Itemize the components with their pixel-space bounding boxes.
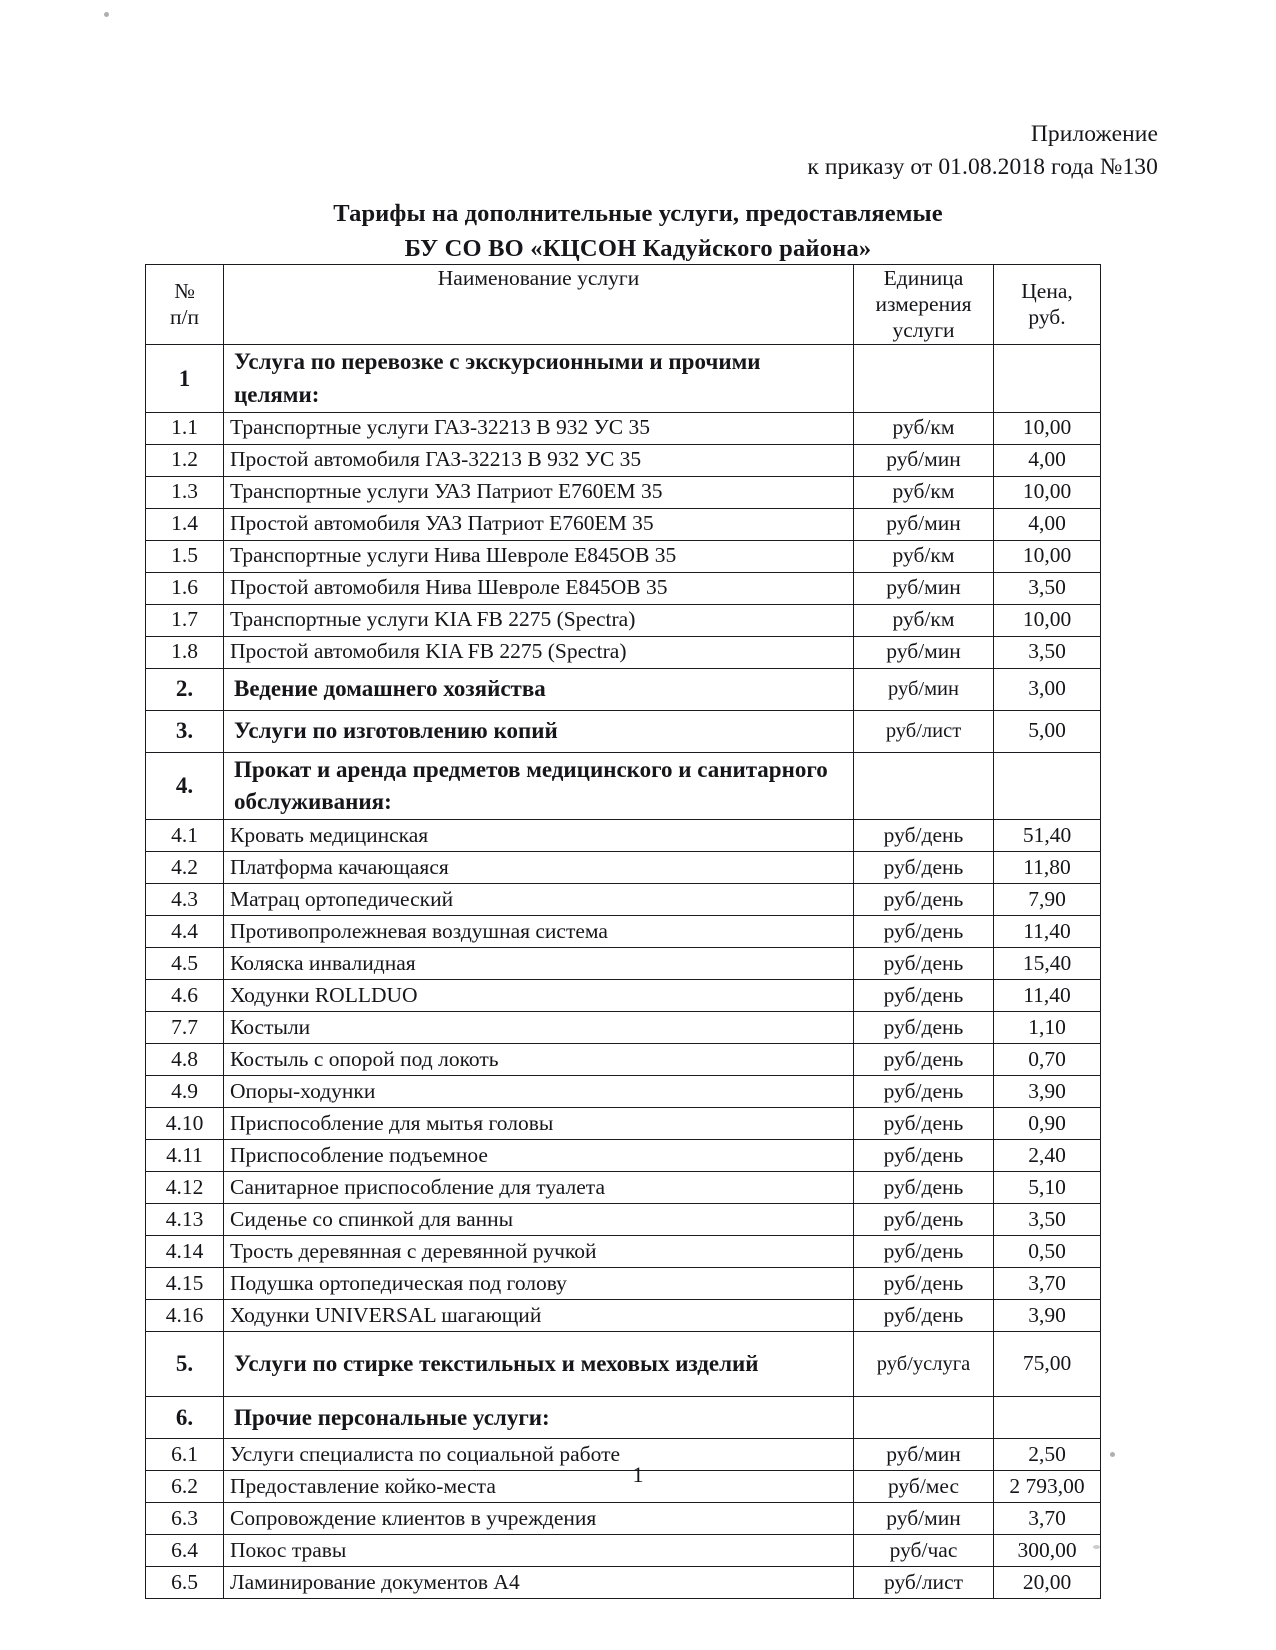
- row-unit: руб/км: [854, 476, 994, 508]
- row-number: 1: [146, 345, 224, 412]
- row-number: 1.1: [146, 412, 224, 444]
- row-price: 10,00: [994, 476, 1101, 508]
- row-number: 4.13: [146, 1204, 224, 1236]
- row-number: 4.6: [146, 980, 224, 1012]
- table-row: [146, 948, 1101, 980]
- row-price: 10,00: [994, 604, 1101, 636]
- table-row: [146, 636, 1101, 668]
- row-number: 4.9: [146, 1076, 224, 1108]
- row-service-name: Ведение домашнего хозяйства: [224, 668, 854, 710]
- row-unit: руб/день: [854, 980, 994, 1012]
- column-header-unit: [854, 265, 994, 345]
- row-number: 6.2: [146, 1471, 224, 1503]
- row-number: 1.6: [146, 572, 224, 604]
- table-row: [146, 1236, 1101, 1268]
- row-service-name: Транспортные услуги KIA FB 2275 (Spectra): [224, 604, 854, 636]
- row-unit: руб/лист: [854, 710, 994, 752]
- row-number: 5.: [146, 1332, 224, 1397]
- row-price: 11,40: [994, 916, 1101, 948]
- row-service-name: Противопролежневая воздушная система: [224, 916, 854, 948]
- row-number: 4.3: [146, 884, 224, 916]
- row-number: 4.15: [146, 1268, 224, 1300]
- row-unit: руб/км: [854, 412, 994, 444]
- table-row: [146, 1567, 1101, 1599]
- table-row: [146, 752, 1101, 819]
- row-unit: [854, 752, 994, 819]
- row-service-name: Ламинирование документов А4: [224, 1567, 854, 1599]
- table-row: [146, 508, 1101, 540]
- row-price: 5,10: [994, 1172, 1101, 1204]
- row-unit: руб/час: [854, 1535, 994, 1567]
- row-unit: руб/мин: [854, 508, 994, 540]
- row-service-name: Транспортные услуги ГАЗ-32213 В 932 УС 35: [224, 412, 854, 444]
- table-row: [146, 980, 1101, 1012]
- row-unit: руб/мин: [854, 636, 994, 668]
- row-service-name: Простой автомобиля KIA FB 2275 (Spectra): [224, 636, 854, 668]
- row-service-name: Услуги по стирке текстильных и меховых изделий: [224, 1332, 854, 1397]
- table-row: [146, 820, 1101, 852]
- page-number: 1: [632, 1462, 644, 1487]
- row-price: 2,40: [994, 1140, 1101, 1172]
- row-service-name: Прочие персональные услуги:: [224, 1397, 854, 1439]
- row-unit: руб/день: [854, 1300, 994, 1332]
- row-service-name: Ходунки UNIVERSAL шагающий: [224, 1300, 854, 1332]
- row-price: 7,90: [994, 884, 1101, 916]
- row-number: 6.4: [146, 1535, 224, 1567]
- row-price: 15,40: [994, 948, 1101, 980]
- row-service-name: Матрац ортопедический: [224, 884, 854, 916]
- row-price: 75,00: [994, 1332, 1101, 1397]
- row-service-name: Санитарное приспособление для туалета: [224, 1172, 854, 1204]
- scan-speck: [1110, 1452, 1115, 1457]
- row-number: 4.16: [146, 1300, 224, 1332]
- row-price: 51,40: [994, 820, 1101, 852]
- row-price: 300,00: [994, 1535, 1101, 1567]
- column-header-price: [994, 265, 1101, 345]
- row-price: 10,00: [994, 540, 1101, 572]
- row-unit: руб/день: [854, 1140, 994, 1172]
- column-header-price-line2: руб.: [1028, 304, 1066, 329]
- row-number: 4.5: [146, 948, 224, 980]
- table-row: [146, 916, 1101, 948]
- title-line-2: БУ СО ВО «КЦСОН Кадуйского района»: [404, 234, 872, 262]
- column-header-name: Наименование услуги: [224, 265, 854, 345]
- table-row: [146, 1044, 1101, 1076]
- row-number: 4.2: [146, 852, 224, 884]
- row-unit: руб/день: [854, 1012, 994, 1044]
- table-row: [146, 345, 1101, 412]
- row-number: 6.: [146, 1397, 224, 1439]
- row-number: 1.4: [146, 508, 224, 540]
- column-header-number: [146, 265, 224, 345]
- row-unit: руб/мес: [854, 1471, 994, 1503]
- row-price: 3,90: [994, 1076, 1101, 1108]
- row-price: 0,50: [994, 1236, 1101, 1268]
- row-service-name: Костыль с опорой под локоть: [224, 1044, 854, 1076]
- row-service-name: Коляска инвалидная: [224, 948, 854, 980]
- row-price: 11,80: [994, 852, 1101, 884]
- row-price: 20,00: [994, 1567, 1101, 1599]
- header-line-1: Приложение: [1030, 121, 1158, 147]
- table-row: [146, 572, 1101, 604]
- row-service-name: Услуги по изготовлению копий: [224, 710, 854, 752]
- row-unit: руб/день: [854, 1044, 994, 1076]
- row-price: 3,50: [994, 572, 1101, 604]
- row-price: 2,50: [994, 1439, 1101, 1471]
- row-service-name: Костыли: [224, 1012, 854, 1044]
- table-header-row: [146, 265, 1101, 345]
- row-service-name: Трость деревянная с деревянной ручкой: [224, 1236, 854, 1268]
- row-price: 3,00: [994, 668, 1101, 710]
- table-row: [146, 668, 1101, 710]
- table-row: [146, 1076, 1101, 1108]
- row-service-name: Кровать медицинская: [224, 820, 854, 852]
- row-unit: руб/мин: [854, 444, 994, 476]
- row-unit: руб/мин: [854, 1439, 994, 1471]
- column-header-number-line2: п/п: [170, 304, 199, 329]
- row-price: 3,50: [994, 1204, 1101, 1236]
- row-price: 11,40: [994, 980, 1101, 1012]
- row-number: 6.1: [146, 1439, 224, 1471]
- document-header: [807, 118, 1158, 185]
- table-row: [146, 1204, 1101, 1236]
- row-service-name: Услуга по перевозке с экскурсионными и прочими целями:: [224, 345, 854, 412]
- scan-speck: [104, 12, 109, 17]
- row-service-name: Ходунки ROLLDUO: [224, 980, 854, 1012]
- table-row: [146, 1535, 1101, 1567]
- row-number: 2.: [146, 668, 224, 710]
- row-price: 10,00: [994, 412, 1101, 444]
- table-row: [146, 1397, 1101, 1439]
- row-number: 4.: [146, 752, 224, 819]
- row-number: 1.7: [146, 604, 224, 636]
- header-line-2: к приказу от 01.08.2018 года №130: [807, 154, 1158, 181]
- row-number: 4.10: [146, 1108, 224, 1140]
- row-unit: руб/км: [854, 604, 994, 636]
- row-service-name: Сиденье со спинкой для ванны: [224, 1204, 854, 1236]
- row-number: 1.5: [146, 540, 224, 572]
- table-row: [146, 1172, 1101, 1204]
- row-service-name: Простой автомобиля ГАЗ-32213 В 932 УС 35: [224, 444, 854, 476]
- row-service-name: Транспортные услуги УАЗ Патриот Е760ЕМ 35: [224, 476, 854, 508]
- row-price: 0,90: [994, 1108, 1101, 1140]
- row-unit: руб/лист: [854, 1567, 994, 1599]
- row-unit: руб/мин: [854, 572, 994, 604]
- row-unit: руб/день: [854, 916, 994, 948]
- row-service-name: Приспособление подъемное: [224, 1140, 854, 1172]
- row-price: 4,00: [994, 444, 1101, 476]
- row-number: 4.8: [146, 1044, 224, 1076]
- table-row: [146, 1300, 1101, 1332]
- row-price: 0,70: [994, 1044, 1101, 1076]
- row-price: [994, 752, 1101, 819]
- table-row: [146, 604, 1101, 636]
- row-service-name: Сопровождение клиентов в учреждения: [224, 1503, 854, 1535]
- row-unit: руб/день: [854, 1268, 994, 1300]
- row-unit: руб/мин: [854, 668, 994, 710]
- row-number: 1.2: [146, 444, 224, 476]
- row-unit: руб/день: [854, 884, 994, 916]
- column-header-price-line1: Цена,: [1021, 278, 1073, 303]
- table-row: [146, 476, 1101, 508]
- row-unit: руб/км: [854, 540, 994, 572]
- row-number: 6.5: [146, 1567, 224, 1599]
- row-price: 1,10: [994, 1012, 1101, 1044]
- row-unit: руб/день: [854, 948, 994, 980]
- row-service-name: Опоры-ходунки: [224, 1076, 854, 1108]
- row-price: 3,70: [994, 1503, 1101, 1535]
- row-service-name: Покос травы: [224, 1535, 854, 1567]
- row-unit: руб/день: [854, 1076, 994, 1108]
- table-row: [146, 1140, 1101, 1172]
- row-unit: руб/день: [854, 1236, 994, 1268]
- row-price: [994, 345, 1101, 412]
- table-row: [146, 1012, 1101, 1044]
- row-service-name: Прокат и аренда предметов медицинского и санитарного обслуживания:: [224, 752, 854, 819]
- table-row: [146, 540, 1101, 572]
- row-service-name: Простой автомобиля Нива Шевроле Е845ОВ 35: [224, 572, 854, 604]
- title-line-1: Тарифы на дополнительные услуги, предоставляемые: [333, 200, 943, 227]
- table-row: [146, 1503, 1101, 1535]
- row-price: [994, 1397, 1101, 1439]
- tariffs-table: [145, 264, 1101, 1599]
- row-service-name: Простой автомобиля УАЗ Патриот Е760ЕМ 35: [224, 508, 854, 540]
- row-number: 4.14: [146, 1236, 224, 1268]
- table-row: [146, 884, 1101, 916]
- row-number: 4.4: [146, 916, 224, 948]
- row-unit: [854, 345, 994, 412]
- row-number: 1.3: [146, 476, 224, 508]
- row-service-name: Транспортные услуги Нива Шевроле Е845ОВ 35: [224, 540, 854, 572]
- row-unit: руб/день: [854, 1172, 994, 1204]
- row-price: 3,90: [994, 1300, 1101, 1332]
- row-number: 1.8: [146, 636, 224, 668]
- row-unit: руб/день: [854, 1204, 994, 1236]
- row-unit: [854, 1397, 994, 1439]
- table-row: [146, 852, 1101, 884]
- row-price: 3,70: [994, 1268, 1101, 1300]
- row-unit: руб/день: [854, 852, 994, 884]
- table-row: [146, 412, 1101, 444]
- column-header-number-line1: №: [174, 278, 195, 303]
- table-row: [146, 444, 1101, 476]
- row-service-name: Услуги специалиста по социальной работе: [224, 1439, 854, 1471]
- column-header-unit-line2: измерения: [875, 291, 972, 316]
- row-service-name: Приспособление для мытья головы: [224, 1108, 854, 1140]
- row-service-name: Подушка ортопедическая под голову: [224, 1268, 854, 1300]
- column-header-unit-line1: Единица: [883, 266, 964, 290]
- row-unit: руб/день: [854, 1108, 994, 1140]
- row-unit: руб/день: [854, 820, 994, 852]
- row-price: 4,00: [994, 508, 1101, 540]
- column-header-unit-line3: услуги: [892, 317, 955, 342]
- row-unit: руб/услуга: [854, 1332, 994, 1397]
- row-number: 7.7: [146, 1012, 224, 1044]
- row-price: 3,50: [994, 636, 1101, 668]
- row-number: 4.1: [146, 820, 224, 852]
- table-row: [146, 710, 1101, 752]
- row-service-name: Платформа качающаяся: [224, 852, 854, 884]
- row-number: 3.: [146, 710, 224, 752]
- page-title: [0, 197, 1276, 267]
- table-row: [146, 1332, 1101, 1397]
- table-row: [146, 1108, 1101, 1140]
- table-row: [146, 1268, 1101, 1300]
- row-price: 2 793,00: [994, 1471, 1101, 1503]
- row-number: 4.12: [146, 1172, 224, 1204]
- row-unit: руб/мин: [854, 1503, 994, 1535]
- row-number: 6.3: [146, 1503, 224, 1535]
- row-number: 4.11: [146, 1140, 224, 1172]
- row-price: 5,00: [994, 710, 1101, 752]
- row-service-name: Предоставление койко-места: [224, 1471, 854, 1503]
